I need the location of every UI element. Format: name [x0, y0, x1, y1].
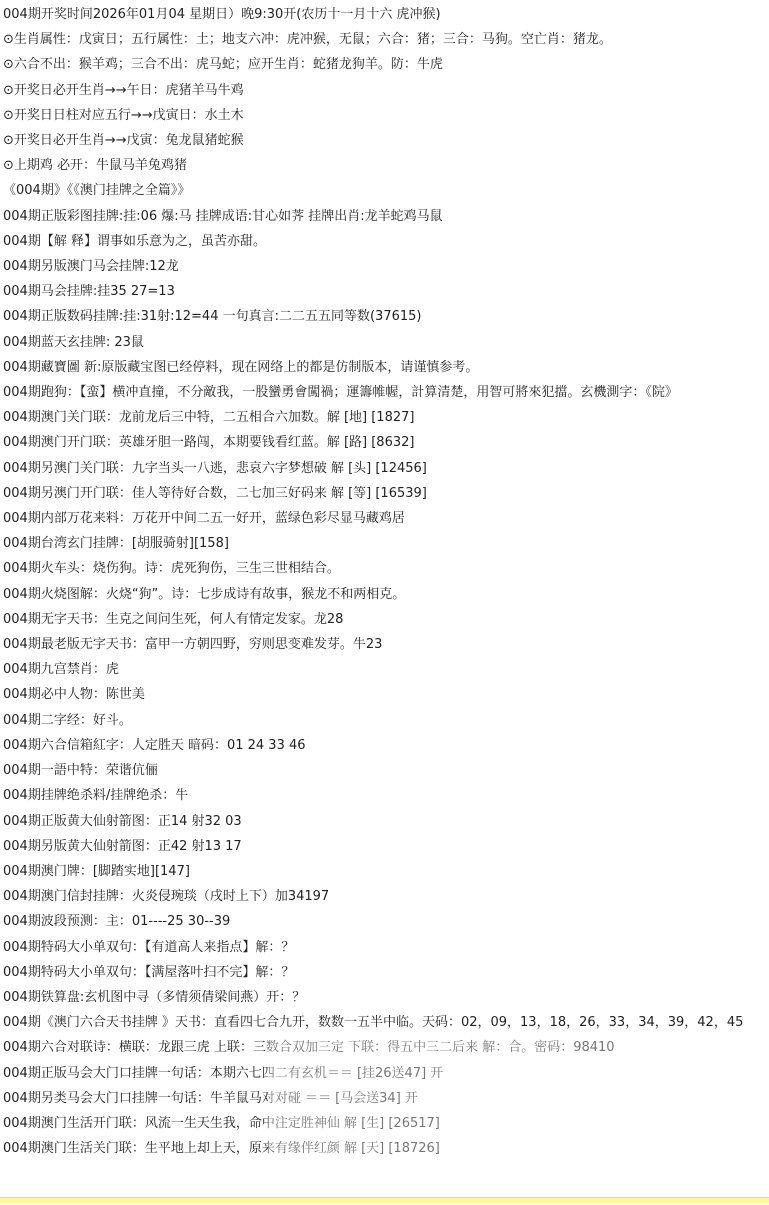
- nine-palace-line: 004期九宫禁肖：虎: [3, 662, 119, 678]
- digital-listing-line: 004期正版数码挂牌:挂:31射:12=44 一句真言:二二五五同等数(37615): [3, 309, 422, 325]
- previous-issue-line: ⊙上期鸡 必开：牛鼠马羊兔鸡猪: [3, 158, 188, 174]
- blue-sky-listing-line: 004期蓝天玄挂牌: 23鼠: [3, 334, 144, 350]
- macau-card-line: 004期澳门牌：[脚踏实地][147]: [3, 863, 190, 879]
- life-opening-couplet-line: 004期澳门生活开门联：风流一生天生我，命中注定胜神仙 解 [生] [26517]: [3, 1115, 440, 1131]
- horse-club-listing-line: 004期马会挂牌:挂35 27=13: [3, 284, 175, 300]
- mailbox-red-line: 004期六合信箱紅字：人定胜天 暗码：01 24 33 46: [3, 737, 306, 753]
- archery-official-line: 004期正版黄大仙射箭图：正14 射32 03: [3, 813, 242, 829]
- archery-alt-line: 004期另版黄大仙射箭图：正42 射13 17: [3, 838, 242, 854]
- macau-opening-couplet-line: 004期澳门开门联：英雄牙胆一路闯，本期要钱看红蓝。解 [路] [8632]: [3, 435, 415, 451]
- train-head-line: 004期火车头：烧伤狗。诗：虎死狗伤，三生三世相结合。: [3, 561, 340, 577]
- section-heading: 《004期》《《澳门挂牌之全篇》》: [3, 183, 191, 199]
- zodiac-attribute-line: ⊙生肖属性：戊寅日；五行属性：土；地支六冲：虎冲猴，无鼠；六合：猪；三合：马狗。空亡肖：猪龙。: [3, 32, 612, 48]
- official-gate-phrase-line: 004期正版马会大门口挂牌一句话：本期六七四二有玄机＝＝ [挂26送47] 开: [3, 1065, 444, 1081]
- two-word-line: 004期二字经：好斗。: [3, 712, 132, 728]
- running-dog-line: 004期跑狗：【蛮】横冲直撞，不分敵我，一股蠻勇會闖禍；運籌帷幄，計算清楚，用智可將來犯擋。玄機測字：《院》: [3, 385, 678, 401]
- size-odd-even-line-1: 004期特码大小单双句：【有道高人来指点】解：？: [3, 939, 295, 955]
- one-phrase-line: 004期一語中特：荣谐伉俪: [3, 763, 158, 779]
- article-body: [3, 2, 765, 1161]
- bottom-highlight-bar: [0, 1197, 769, 1203]
- internal-material-line: 004期内部万花来料：万花开中间二五一好开，蓝绿色彩尽显马藏鸡居: [3, 511, 405, 527]
- treasure-map-line: 004期藏寶圖 新:原版藏宝图已经停料，现在网络上的都是仿制版本，请谨慎参考。: [3, 359, 479, 375]
- wordless-book-line: 004期无字天书：生克之间问生死，何人有情定发家。龙28: [3, 611, 344, 627]
- alt-gate-phrase-line: 004期另类马会大门口挂牌一句话：牛羊鼠马对对碰 ＝＝ [马会送34] 开: [3, 1090, 418, 1106]
- wave-prediction-line: 004期波段预测：主：01----25 30--39: [3, 914, 231, 930]
- draw-time-line: 004期开奖时间2026年01月04 星期日）晚9:30开(农历十一月十六 虎冲猴): [3, 7, 441, 22]
- size-odd-even-line-2: 004期特码大小单双句：【满屋落叶扫不完】解：？: [3, 964, 295, 980]
- kill-material-line: 004期挂牌绝杀料/挂牌绝杀：牛: [3, 788, 189, 804]
- heavenly-book-line: 004期《澳门六合天书挂牌 》天书：直看四七合九开，数数一五半中临。天码：02，09，13，18，26，33，34，39，42，45: [3, 1015, 744, 1031]
- explanation-line: 004期【解 释】谓事如乐意为之，虽苦亦甜。: [3, 233, 266, 249]
- must-open-zodiac-line: ⊙开奖日必开生肖→→午日：虎猪羊马牛鸡: [3, 82, 244, 98]
- taiwan-listing-line: 004期台湾玄门挂牌：[胡服骑射][158]: [3, 536, 229, 552]
- alt-macau-listing-line: 004期另版澳门马会挂牌:12龙: [3, 259, 179, 275]
- liuhe-not-appear-line: ⊙六合不出：猴羊鸡；三合不出：虎马蛇；应开生肖：蛇猪龙狗羊。防：牛虎: [3, 57, 443, 73]
- life-closing-couplet-line: 004期澳门生活关门联：生平地上却上天，原来有缘伴红颜 解 [天] [18726]: [3, 1141, 440, 1157]
- must-open-zodiac-wuyin-line: ⊙开奖日必开生肖→→戊寅：兔龙鼠猪蛇猴: [3, 133, 244, 149]
- macau-closing-couplet-line: 004期澳门关门联：龙前龙后三中特，二五相合六加数。解 [地] [1827]: [3, 410, 415, 426]
- day-pillar-element-line: ⊙开奖日日柱对应五行→→戊寅日：水土木: [3, 107, 244, 123]
- oldest-wordless-book-line: 004期最老版无字天书：富甲一方朝四野，穷则思变难发芽。牛23: [3, 637, 383, 653]
- alt-closing-couplet-line: 004期另澳门关门联：九字当头一八逃，悲哀六字梦想破 解 [头] [12456]: [3, 460, 427, 476]
- abacus-line: 004期铁算盘:玄机图中寻（多情须倩梁间燕）开：？: [3, 989, 306, 1005]
- fire-picture-line: 004期火烧图解：火烧“狗”。诗：七步成诗有故事，猴龙不和两相克。: [3, 586, 406, 602]
- must-hit-person-line: 004期必中人物：陈世美: [3, 687, 145, 703]
- alt-opening-couplet-line: 004期另澳门开门联：佳人等待好合数，二七加三好码来 解 [等] [16539]: [3, 485, 427, 501]
- couplet-poem-line: 004期六合对联诗：横联：龙跟三虎 上联：三数合双加三定 下联：得五中三二后来 解：合。密码：98410: [3, 1040, 615, 1056]
- official-picture-listing-line: 004期正版彩图挂牌:挂:06 爆:马 挂牌成语:甘心如荠 挂牌出肖:龙羊蛇鸡马鼠: [3, 208, 443, 224]
- envelope-listing-line: 004期澳门信封挂牌：火炎侵琬琰（戌时上下）加34197: [3, 889, 330, 905]
